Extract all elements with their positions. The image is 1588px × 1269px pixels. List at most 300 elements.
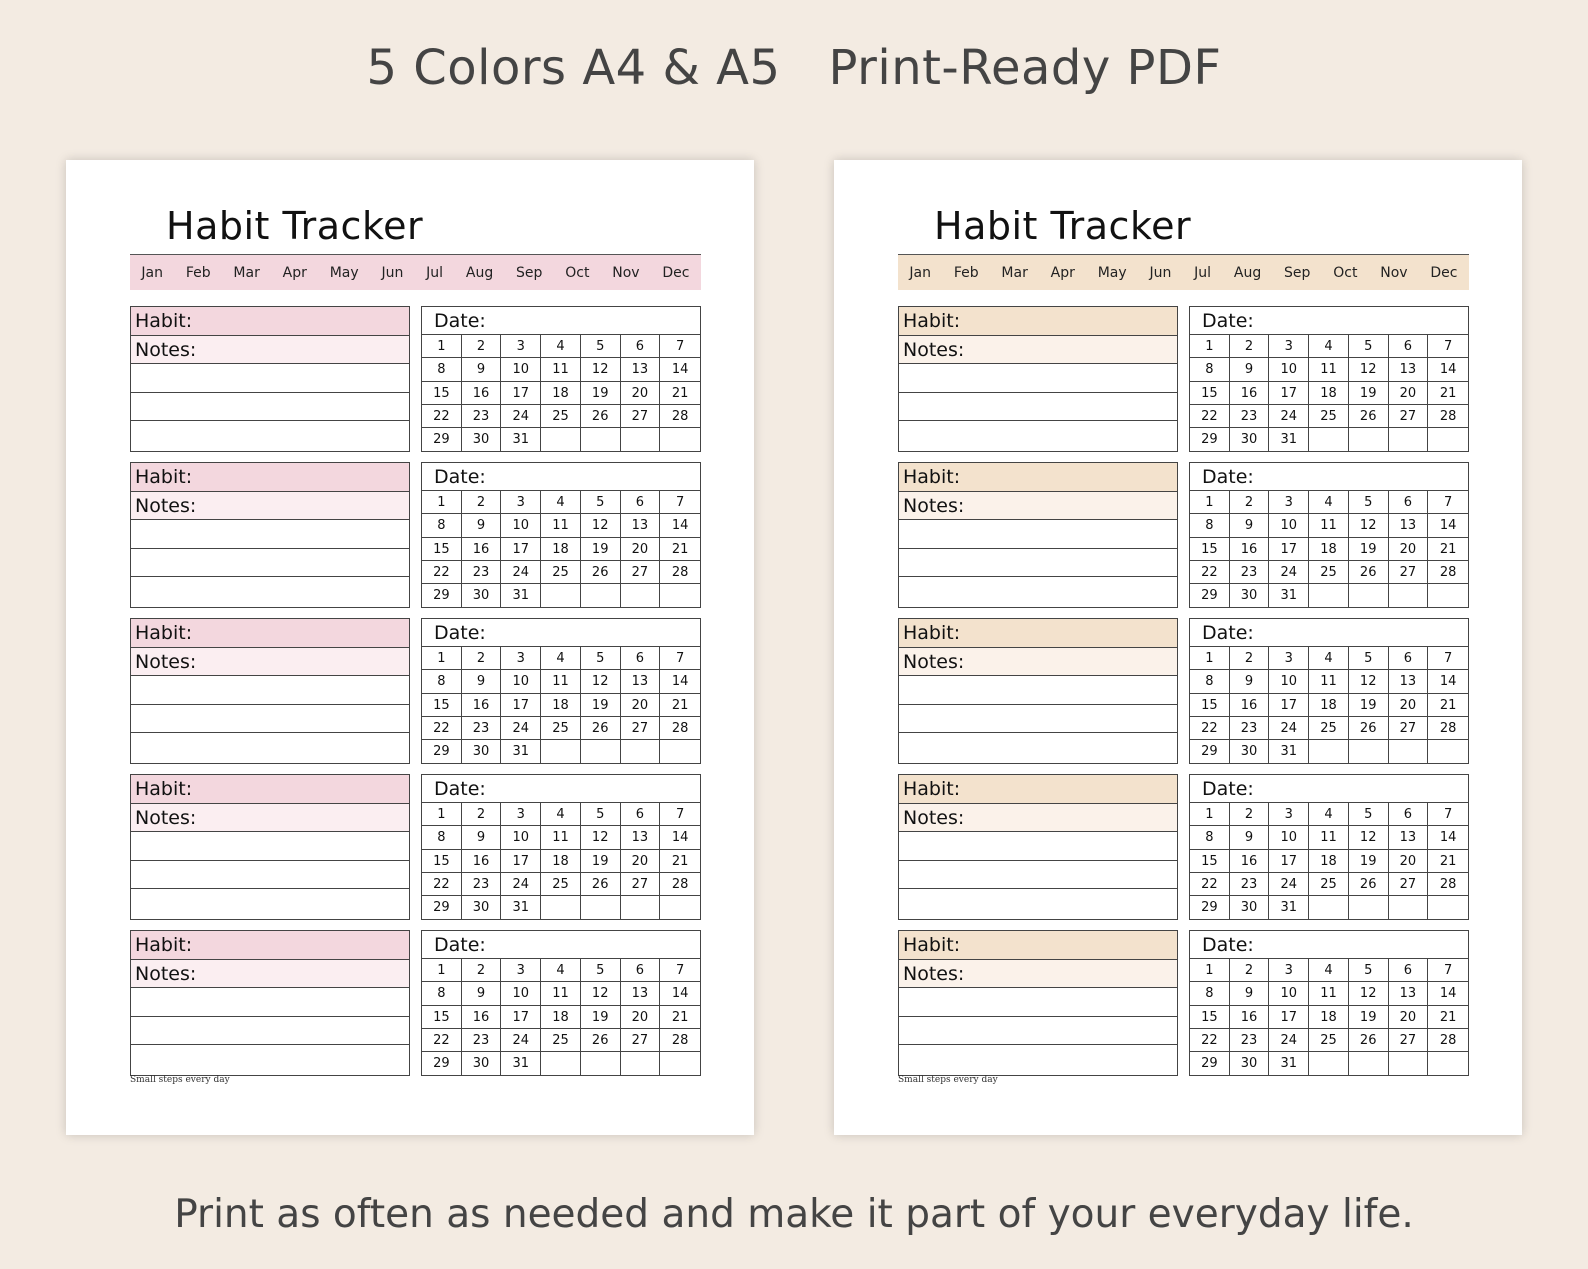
habit-block	[130, 306, 701, 452]
date-box	[421, 618, 701, 764]
month-oct: Oct	[565, 264, 590, 281]
day-cell: 27	[621, 1029, 661, 1052]
empty-day-cell	[1389, 428, 1429, 451]
day-cell: 10	[501, 358, 541, 381]
day-grid	[422, 335, 700, 451]
day-cell: 25	[1309, 717, 1349, 740]
month-oct: Oct	[1333, 264, 1358, 281]
day-cell: 19	[1349, 694, 1389, 717]
day-cell: 3	[1269, 803, 1309, 826]
day-cell: 23	[462, 1029, 502, 1052]
day-cell: 7	[660, 491, 700, 514]
day-cell: 21	[1428, 850, 1468, 873]
day-cell: 9	[1230, 514, 1270, 537]
empty-day-cell	[660, 896, 700, 919]
day-cell: 5	[1349, 491, 1389, 514]
day-cell: 30	[1230, 896, 1270, 919]
day-cell: 2	[1230, 647, 1270, 670]
day-cell: 5	[581, 491, 621, 514]
day-cell: 29	[1190, 584, 1230, 607]
note-line	[899, 705, 1177, 734]
empty-day-cell	[1349, 1052, 1389, 1075]
empty-day-cell	[1389, 1052, 1429, 1075]
day-cell: 30	[1230, 584, 1270, 607]
note-line	[899, 676, 1177, 705]
day-cell: 3	[501, 335, 541, 358]
day-cell: 2	[1230, 959, 1270, 982]
day-cell: 28	[660, 1029, 700, 1052]
notes-label: Notes:	[899, 804, 1177, 833]
day-cell: 21	[660, 1006, 700, 1029]
empty-day-cell	[660, 584, 700, 607]
date-box	[421, 462, 701, 608]
month-dec: Dec	[1430, 264, 1458, 281]
day-cell: 17	[501, 1006, 541, 1029]
day-cell: 7	[1428, 959, 1468, 982]
day-cell: 16	[462, 538, 502, 561]
day-cell: 14	[1428, 982, 1468, 1005]
day-cell: 19	[1349, 382, 1389, 405]
note-line	[131, 520, 409, 549]
habit-label: Habit:	[899, 307, 1177, 336]
day-cell: 11	[541, 826, 581, 849]
day-cell: 6	[621, 959, 661, 982]
day-cell: 19	[581, 538, 621, 561]
empty-day-cell	[1389, 584, 1429, 607]
day-cell: 14	[1428, 670, 1468, 693]
day-cell: 27	[1389, 873, 1429, 896]
day-cell: 29	[1190, 428, 1230, 451]
day-cell: 8	[1190, 670, 1230, 693]
day-cell: 23	[462, 873, 502, 896]
day-cell: 15	[422, 694, 462, 717]
day-cell: 12	[581, 982, 621, 1005]
habit-notes-box	[130, 618, 410, 764]
day-cell: 20	[1389, 1006, 1429, 1029]
habit-block	[130, 774, 701, 920]
empty-day-cell	[581, 896, 621, 919]
day-cell: 8	[1190, 514, 1230, 537]
day-cell: 20	[1389, 694, 1429, 717]
notes-label: Notes:	[131, 492, 409, 521]
day-cell: 29	[422, 740, 462, 763]
day-cell: 22	[1190, 717, 1230, 740]
day-cell: 14	[1428, 514, 1468, 537]
month-jun: Jun	[1149, 264, 1172, 281]
day-cell: 7	[660, 803, 700, 826]
day-cell: 24	[501, 717, 541, 740]
day-cell: 28	[1428, 873, 1468, 896]
day-cell: 19	[1349, 850, 1389, 873]
day-cell: 25	[1309, 405, 1349, 428]
month-bar	[898, 254, 1469, 290]
day-cell: 24	[1269, 1029, 1309, 1052]
empty-day-cell	[621, 740, 661, 763]
day-cell: 1	[1190, 647, 1230, 670]
day-cell: 25	[1309, 1029, 1349, 1052]
note-line	[131, 988, 409, 1017]
date-label: Date:	[422, 931, 700, 959]
empty-day-cell	[1309, 740, 1349, 763]
day-cell: 2	[462, 335, 502, 358]
day-cell: 20	[621, 850, 661, 873]
day-cell: 20	[621, 382, 661, 405]
day-cell: 31	[501, 428, 541, 451]
empty-day-cell	[621, 896, 661, 919]
day-grid	[422, 803, 700, 919]
day-cell: 13	[1389, 982, 1429, 1005]
day-cell: 15	[1190, 1006, 1230, 1029]
day-cell: 8	[422, 514, 462, 537]
day-cell: 25	[541, 1029, 581, 1052]
day-grid	[1190, 803, 1468, 919]
habit-block	[130, 930, 701, 1076]
day-cell: 17	[501, 694, 541, 717]
day-cell: 4	[541, 803, 581, 826]
day-cell: 24	[1269, 405, 1309, 428]
day-grid	[422, 959, 700, 1075]
day-cell: 19	[1349, 1006, 1389, 1029]
date-label: Date:	[1190, 307, 1468, 335]
day-cell: 13	[621, 826, 661, 849]
habit-notes-box	[898, 930, 1178, 1076]
day-cell: 20	[621, 538, 661, 561]
day-cell: 27	[1389, 717, 1429, 740]
day-cell: 9	[1230, 982, 1270, 1005]
day-cell: 19	[581, 1006, 621, 1029]
day-cell: 27	[1389, 1029, 1429, 1052]
day-cell: 18	[541, 1006, 581, 1029]
month-dec: Dec	[662, 264, 690, 281]
day-cell: 25	[541, 873, 581, 896]
day-cell: 17	[1269, 1006, 1309, 1029]
day-cell: 7	[660, 335, 700, 358]
month-aug: Aug	[1233, 264, 1262, 281]
day-cell: 18	[1309, 850, 1349, 873]
day-cell: 20	[621, 694, 661, 717]
habit-block	[898, 306, 1469, 452]
date-label: Date:	[422, 775, 700, 803]
day-cell: 2	[462, 803, 502, 826]
day-cell: 6	[1389, 959, 1429, 982]
day-grid	[422, 647, 700, 763]
day-cell: 7	[1428, 335, 1468, 358]
day-cell: 20	[1389, 538, 1429, 561]
note-line	[899, 733, 1177, 762]
day-cell: 18	[1309, 382, 1349, 405]
day-cell: 12	[1349, 826, 1389, 849]
day-cell: 22	[1190, 1029, 1230, 1052]
month-may: May	[329, 264, 359, 281]
day-cell: 18	[541, 694, 581, 717]
day-cell: 1	[1190, 491, 1230, 514]
note-line	[899, 988, 1177, 1017]
sheet-title: Habit Tracker	[934, 204, 1192, 248]
note-line	[899, 393, 1177, 422]
day-cell: 1	[1190, 335, 1230, 358]
day-cell: 4	[1309, 647, 1349, 670]
day-cell: 1	[422, 803, 462, 826]
day-cell: 6	[1389, 803, 1429, 826]
day-cell: 10	[1269, 982, 1309, 1005]
note-line	[899, 1045, 1177, 1074]
day-cell: 12	[581, 358, 621, 381]
day-cell: 27	[621, 717, 661, 740]
empty-day-cell	[1428, 1052, 1468, 1075]
note-line	[899, 421, 1177, 450]
note-line	[899, 520, 1177, 549]
day-cell: 2	[1230, 803, 1270, 826]
empty-day-cell	[1349, 584, 1389, 607]
habit-notes-box	[898, 306, 1178, 452]
day-cell: 24	[501, 1029, 541, 1052]
notes-label: Notes:	[131, 804, 409, 833]
day-cell: 10	[1269, 670, 1309, 693]
day-cell: 17	[1269, 694, 1309, 717]
footline: Print as often as needed and make it part of your everyday life.	[174, 1192, 1414, 1237]
empty-day-cell	[581, 1052, 621, 1075]
habit-notes-box	[130, 930, 410, 1076]
day-cell: 16	[462, 850, 502, 873]
headline	[0, 40, 1588, 96]
day-cell: 3	[501, 959, 541, 982]
day-cell: 14	[660, 514, 700, 537]
sheet-tagline: Small steps every day	[898, 1075, 998, 1085]
day-cell: 17	[1269, 850, 1309, 873]
day-cell: 2	[462, 491, 502, 514]
habit-block	[898, 930, 1469, 1076]
note-line	[131, 733, 409, 762]
month-apr: Apr	[1050, 264, 1075, 281]
month-mar: Mar	[1001, 264, 1028, 281]
day-cell: 16	[462, 1006, 502, 1029]
day-cell: 1	[422, 491, 462, 514]
day-cell: 17	[501, 538, 541, 561]
day-cell: 31	[501, 896, 541, 919]
empty-day-cell	[1309, 428, 1349, 451]
day-cell: 17	[501, 382, 541, 405]
day-cell: 4	[1309, 959, 1349, 982]
day-cell: 10	[501, 670, 541, 693]
day-cell: 5	[1349, 647, 1389, 670]
day-cell: 13	[1389, 670, 1429, 693]
day-cell: 30	[462, 1052, 502, 1075]
notes-label: Notes:	[131, 336, 409, 365]
month-jan: Jan	[909, 264, 931, 281]
day-cell: 23	[1230, 561, 1270, 584]
habit-notes-box	[898, 462, 1178, 608]
day-cell: 16	[1230, 382, 1270, 405]
day-cell: 16	[462, 382, 502, 405]
day-cell: 4	[541, 491, 581, 514]
day-cell: 3	[1269, 491, 1309, 514]
note-line	[131, 705, 409, 734]
day-cell: 25	[541, 405, 581, 428]
day-cell: 31	[501, 584, 541, 607]
note-line	[131, 549, 409, 578]
day-cell: 15	[422, 538, 462, 561]
day-cell: 6	[621, 491, 661, 514]
day-cell: 12	[1349, 982, 1389, 1005]
day-cell: 18	[1309, 1006, 1349, 1029]
day-cell: 1	[1190, 803, 1230, 826]
day-grid	[1190, 647, 1468, 763]
empty-day-cell	[621, 584, 661, 607]
day-cell: 11	[1309, 670, 1349, 693]
day-cell: 23	[462, 561, 502, 584]
habit-notes-box	[898, 774, 1178, 920]
day-cell: 16	[462, 694, 502, 717]
day-cell: 25	[541, 561, 581, 584]
note-line	[131, 832, 409, 861]
day-cell: 4	[541, 647, 581, 670]
date-label: Date:	[1190, 619, 1468, 647]
date-box	[1189, 930, 1469, 1076]
habit-label: Habit:	[899, 463, 1177, 492]
empty-day-cell	[1349, 896, 1389, 919]
day-cell: 24	[1269, 561, 1309, 584]
day-cell: 15	[1190, 382, 1230, 405]
notes-label: Notes:	[899, 336, 1177, 365]
day-cell: 28	[660, 405, 700, 428]
day-cell: 3	[501, 647, 541, 670]
day-cell: 22	[422, 717, 462, 740]
day-cell: 26	[1349, 873, 1389, 896]
month-may: May	[1097, 264, 1127, 281]
headline-part1: 5 Colors A4 & A5	[366, 40, 781, 96]
day-cell: 8	[1190, 982, 1230, 1005]
notes-label: Notes:	[899, 648, 1177, 677]
day-cell: 21	[660, 382, 700, 405]
empty-day-cell	[1309, 584, 1349, 607]
empty-day-cell	[660, 740, 700, 763]
habit-block	[898, 774, 1469, 920]
day-cell: 6	[1389, 491, 1429, 514]
habit-block	[130, 618, 701, 764]
day-cell: 25	[541, 717, 581, 740]
day-cell: 16	[1230, 1006, 1270, 1029]
day-cell: 18	[1309, 538, 1349, 561]
day-cell: 7	[1428, 803, 1468, 826]
day-cell: 30	[1230, 740, 1270, 763]
month-mar: Mar	[233, 264, 260, 281]
day-cell: 31	[1269, 428, 1309, 451]
day-cell: 17	[1269, 382, 1309, 405]
day-cell: 16	[1230, 694, 1270, 717]
day-cell: 23	[1230, 405, 1270, 428]
day-cell: 19	[581, 382, 621, 405]
day-cell: 4	[1309, 803, 1349, 826]
habit-label: Habit:	[899, 775, 1177, 804]
day-cell: 26	[1349, 405, 1389, 428]
day-cell: 26	[581, 405, 621, 428]
day-cell: 21	[1428, 538, 1468, 561]
day-cell: 21	[1428, 694, 1468, 717]
day-cell: 20	[621, 1006, 661, 1029]
empty-day-cell	[1349, 428, 1389, 451]
day-cell: 1	[422, 647, 462, 670]
day-cell: 14	[660, 358, 700, 381]
day-cell: 19	[581, 850, 621, 873]
day-cell: 30	[462, 584, 502, 607]
day-cell: 4	[1309, 491, 1349, 514]
day-cell: 9	[462, 358, 502, 381]
note-line	[899, 832, 1177, 861]
day-cell: 7	[1428, 491, 1468, 514]
note-line	[899, 861, 1177, 890]
day-cell: 4	[541, 959, 581, 982]
habit-label: Habit:	[899, 619, 1177, 648]
date-label: Date:	[422, 307, 700, 335]
day-cell: 6	[1389, 647, 1429, 670]
day-cell: 27	[1389, 405, 1429, 428]
day-cell: 9	[462, 514, 502, 537]
note-line	[131, 577, 409, 606]
day-cell: 25	[1309, 873, 1349, 896]
day-cell: 15	[422, 1006, 462, 1029]
day-cell: 31	[1269, 896, 1309, 919]
date-box	[1189, 618, 1469, 764]
day-cell: 21	[660, 850, 700, 873]
day-cell: 13	[1389, 358, 1429, 381]
day-cell: 5	[581, 647, 621, 670]
day-cell: 5	[1349, 335, 1389, 358]
day-cell: 15	[422, 382, 462, 405]
day-cell: 30	[462, 428, 502, 451]
day-cell: 21	[660, 694, 700, 717]
empty-day-cell	[581, 740, 621, 763]
day-cell: 28	[660, 561, 700, 584]
day-cell: 20	[1389, 382, 1429, 405]
day-cell: 6	[621, 335, 661, 358]
note-line	[899, 364, 1177, 393]
date-box	[421, 930, 701, 1076]
day-cell: 30	[1230, 428, 1270, 451]
day-cell: 14	[660, 826, 700, 849]
day-cell: 16	[1230, 538, 1270, 561]
day-cell: 11	[541, 358, 581, 381]
day-cell: 4	[1309, 335, 1349, 358]
habit-block	[898, 618, 1469, 764]
date-label: Date:	[1190, 775, 1468, 803]
empty-day-cell	[541, 428, 581, 451]
day-cell: 23	[462, 405, 502, 428]
day-cell: 22	[1190, 873, 1230, 896]
day-cell: 13	[1389, 514, 1429, 537]
month-sep: Sep	[1284, 264, 1311, 281]
day-cell: 11	[1309, 514, 1349, 537]
month-jun: Jun	[381, 264, 404, 281]
day-cell: 27	[1389, 561, 1429, 584]
empty-day-cell	[581, 428, 621, 451]
day-cell: 11	[1309, 358, 1349, 381]
day-cell: 12	[581, 826, 621, 849]
day-cell: 29	[422, 896, 462, 919]
day-cell: 15	[1190, 694, 1230, 717]
day-cell: 9	[462, 826, 502, 849]
day-cell: 22	[1190, 405, 1230, 428]
day-cell: 8	[1190, 358, 1230, 381]
day-cell: 2	[462, 959, 502, 982]
empty-day-cell	[581, 584, 621, 607]
habit-notes-box	[898, 618, 1178, 764]
day-cell: 22	[422, 561, 462, 584]
day-cell: 26	[1349, 561, 1389, 584]
day-cell: 10	[501, 826, 541, 849]
month-nov: Nov	[1380, 264, 1408, 281]
empty-day-cell	[1309, 896, 1349, 919]
day-cell: 14	[660, 982, 700, 1005]
